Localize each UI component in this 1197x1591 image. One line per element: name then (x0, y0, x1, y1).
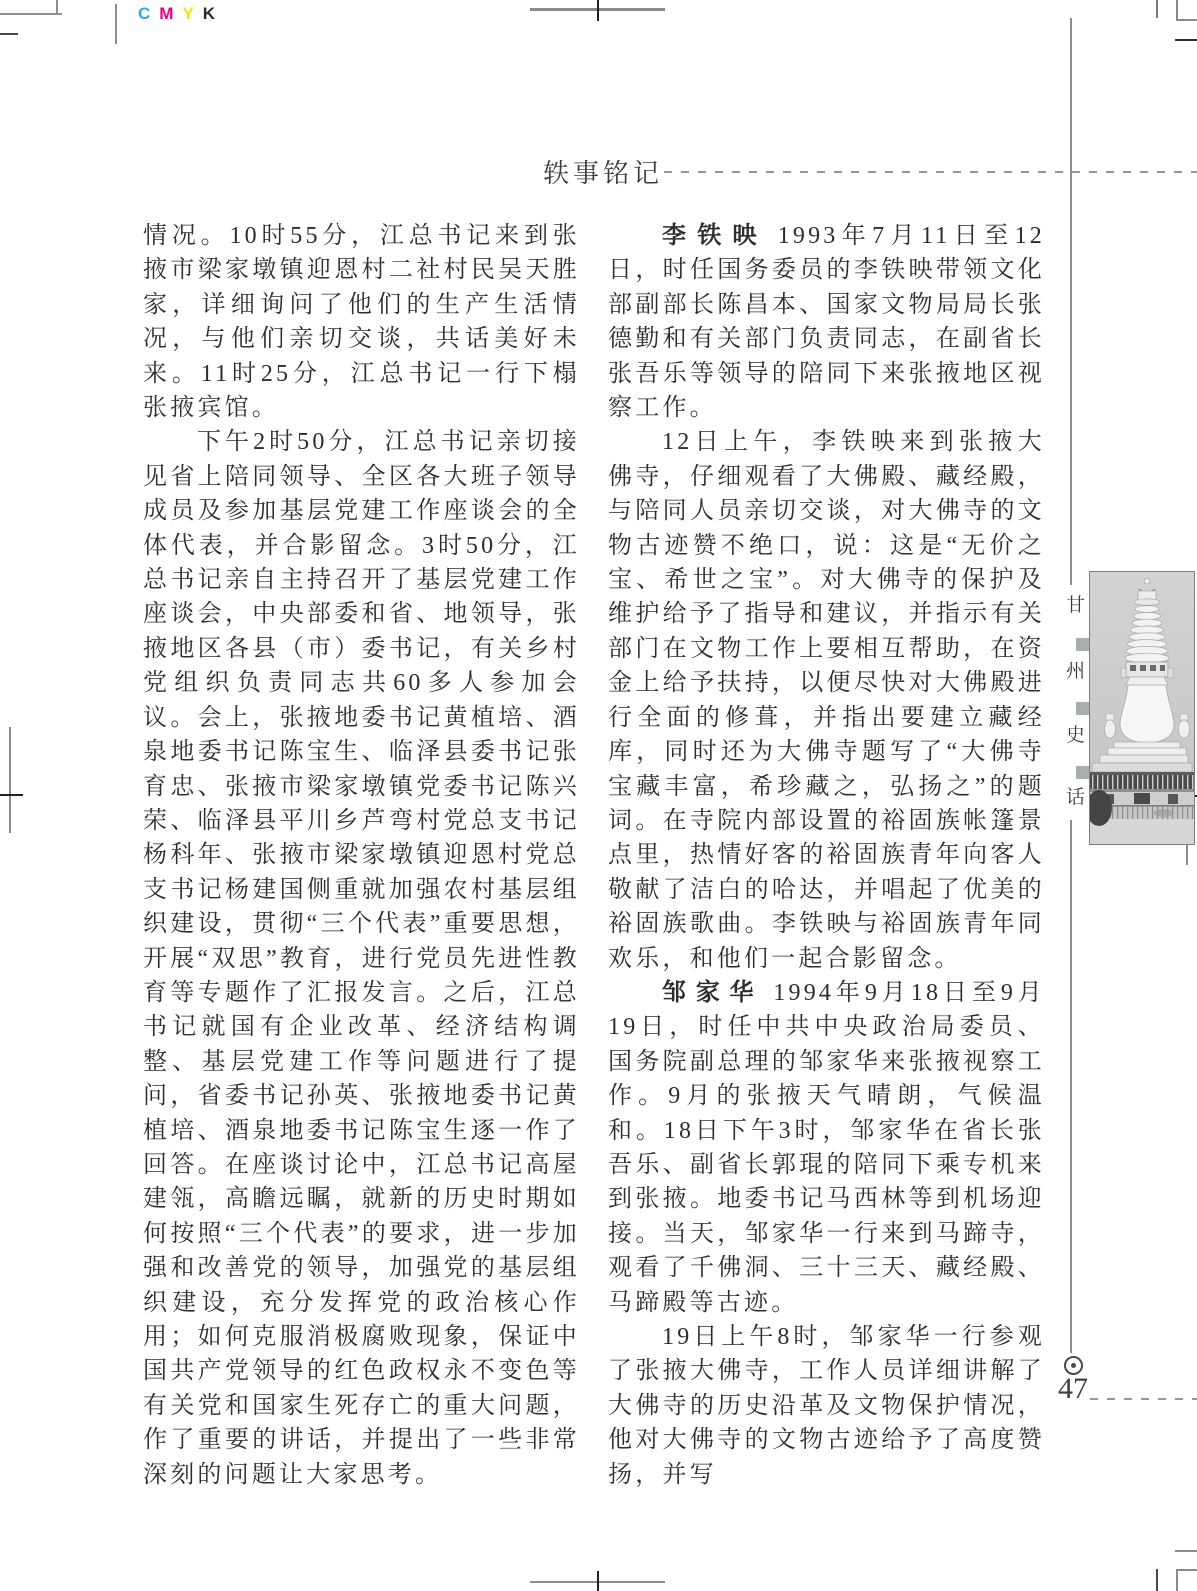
crop-mark (1176, 19, 1197, 21)
sidebar-rule-top (1070, 18, 1072, 585)
paragraph-text: 1993年7月11日至12日，时任国务委员的李铁映带领文化部副部长陈昌本、国家文物局局长张德勤和有关部门负责同志，在副省长张吾乐等领导的陪同下来张掖地区视察工作。 (608, 223, 1045, 422)
paragraph: 情况。10时55分，江总书记来到张掖市梁家墩镇迎恩村二社村民吴天胜家，详细询问了他们的生产生活情况，与他们亲切交谈，共话美好未来。11时25分，江总书记一行下榻张掖宾馆。 (143, 223, 580, 422)
crop-mark (0, 13, 62, 15)
crop-mark (115, 4, 117, 44)
entry-name: 邹家华 (662, 978, 764, 1006)
paragraph: 下午2时50分，江总书记亲切接见省上陪同领导、全区各大班子领导成员及参加基层党建工作座谈会的全体代表，并合影留念。3时50分，江总书记亲自主持召开了基层党建工作座谈会，中央部委和省、地领导，张掖地区各县（市）委书记，有关乡村党组织负责同志共60多人参加会议。会上，张掖地委书记黄植培、酒泉地委书记陈宝生、临泽县委书记张育忠、张掖市梁家墩镇党委书记陈兴荣、临泽县平川乡芦弯村党总支书记杨科年、张掖市梁家墩镇迎恩村党总支书记杨建国侧重就加强农村基层组织建设，贯彻“三个代表”重要思想，开展“双思”教育，进行党员先进性教育等专题作了汇报发言。之后，江总书记就国有企业改革、经济结构调整、基层党建工作等问题进行了提问，省委书记孙英、张掖地委书记黄植培、酒泉地委书记陈宝生逐一作了回答。在座谈讨论中，江总书记高屋建瓴，高瞻远瞩，就新的历史时期如何按照“三个代表”的要求，进一步加强和改善党的领导，加强党的基层组织建设，充分发挥党的政治核心作用；如何克服消极腐败现象，保证中国共产党领导的红色政权永不变色等有关党和国家生死存亡的重大问题，作了重要的讲话，并提出了一些非常深刻的问题让大家思考。 (143, 429, 580, 1488)
crop-mark (1176, 0, 1178, 21)
crop-mark (1175, 39, 1197, 41)
cmyk-letter-m: M (159, 4, 174, 23)
footer-dashed-rule (1090, 1398, 1197, 1400)
section-title: 轶事铭记 (543, 159, 664, 188)
crop-mark (0, 33, 18, 35)
book-title-char: 甘 (1066, 595, 1086, 616)
paragraph-text: 1994年9月18日至9月19日，时任中共中央政治局委员、国务院副总理的邹家华来张掖视察工作。9月的张掖天气晴朗，气候温和。18日下午3时，邹家华在省长张吾乐、副省长郭琨的陪同下乘专机来到张掖。地委书记马西林等到机场迎接。当天，邹家华一行来到马蹄寺，观看了千佛洞、三十三天、藏经殿、马蹄殿等古迹。 (608, 979, 1045, 1316)
page-number: 47 (1058, 1372, 1088, 1405)
crop-mark (1156, 1569, 1158, 1591)
crop-mark (1176, 1569, 1197, 1571)
square-separator (1076, 638, 1089, 651)
paragraph: 12日上午，李铁映来到张掖大佛寺，仔细观看了大佛殿、藏经殿，与陪同人员亲切交谈，对大佛寺的文物古迹赞不绝口，说：这是“无价之宝、希世之宝”。对大佛寺的保护及维护给予了指导和建议，并指示有关部门在文物工作上要相互帮助，在资金上给予扶持，以便尽快对大佛殿进行全面的修葺，并指出要建立藏经库，同时还为大佛寺题写了“大佛寺宝藏丰富，希珍藏之，弘扬之”的题词。在寺院内部设置的裕固族帐篷景点里，热情好客的裕固族青年向客人敬献了洁白的哈达，并唱起了优美的裕固族歌曲。李铁映与裕固族青年同欢乐，和他们一起合影留念。 (608, 429, 1045, 972)
right-text-column (608, 219, 1045, 1492)
cmyk-letter-k: K (202, 4, 216, 23)
crop-mark (56, 0, 58, 15)
square-separator (1076, 702, 1089, 715)
crop-mark (597, 0, 599, 21)
cmyk-registration-label (138, 5, 224, 22)
header-dashed-rule (664, 171, 1197, 173)
paragraph (608, 976, 1045, 1320)
paragraph (608, 219, 1045, 425)
sidebar-rule-bottom (1070, 820, 1072, 1353)
cmyk-letter-y: Y (182, 4, 194, 23)
crop-mark (9, 727, 11, 833)
book-title-char: 州 (1066, 661, 1086, 682)
crop-mark (1176, 1569, 1178, 1591)
crop-mark (1156, 0, 1158, 18)
square-separator (1076, 766, 1089, 779)
book-title-char: 史 (1066, 725, 1086, 746)
pagoda-photo (1089, 571, 1195, 845)
book-title-char: 话 (1066, 787, 1086, 808)
paragraph: 19日上午8时，邹家华一行参观了张掖大佛寺，工作人员详细讲解了大佛寺的历史沿革及文物保护情况，他对大佛寺的文物古迹给予了高度赞扬，并写 (608, 1324, 1045, 1488)
crop-mark (0, 794, 23, 796)
crop-mark (597, 1571, 599, 1591)
crop-mark (1175, 1550, 1197, 1552)
cmyk-letter-c: C (138, 4, 151, 23)
left-text-column (143, 219, 580, 1492)
entry-name: 李铁映 (662, 222, 768, 249)
